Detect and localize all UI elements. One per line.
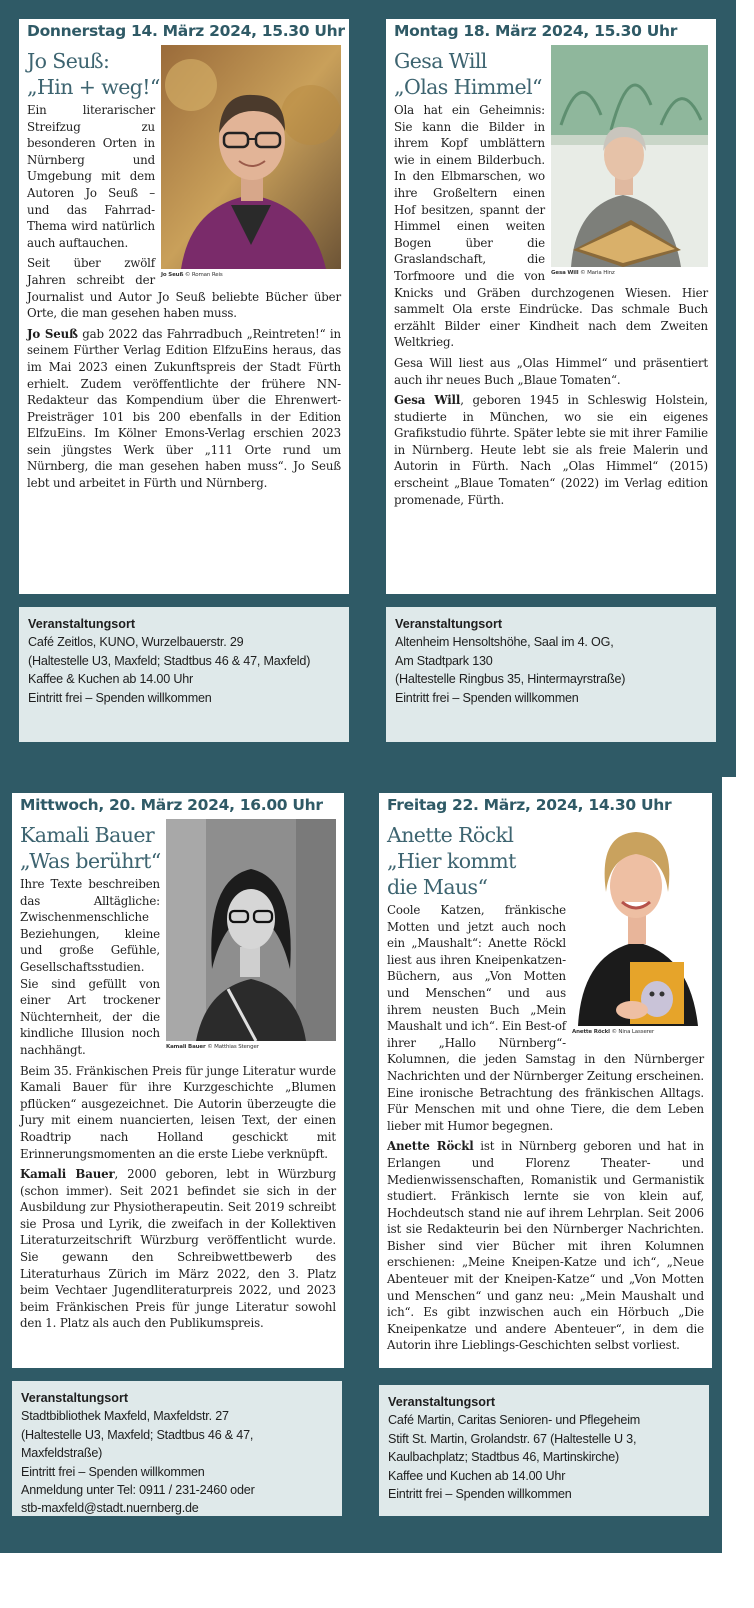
event-card-jo-seuss (19, 19, 349, 594)
event-paragraph: Gesa Will liest aus „Olas Himmel“ und präsentiert auch ihr neues Buch „Blaue Tomaten“. (394, 355, 708, 387)
event-body (379, 902, 712, 1354)
photo-image (572, 814, 704, 1026)
venue-heading: Veranstaltungsort (21, 1391, 129, 1405)
title-line: Jo Seuß: (27, 49, 110, 73)
event-paragraph: Ola hat ein Geheimnis: Sie kann die Bilder in ihrem Kopf umblättern wie in einem Bilderbuch. In den Elbmarschen, wo ihre Großeltern einen Hof besitzen, spannt der Himmel einen weiten Bogen über die Graslandschaft, die Torfmoore und die von Knicks und Gräben durchzogenen Wiesen. Hier sammelt Ola erste Eindrücke. Das schmale Buch erzählt Bilder einer Kindheit nach dem Zweiten Weltkrieg. (394, 103, 708, 350)
venue-box-gesa-will (386, 607, 716, 742)
author-name-bold: Gesa Will (394, 393, 461, 408)
venue-email: stb-maxfeld@stadt.nuernberg.de (21, 1501, 199, 1516)
venue-line: Kaffee & Kuchen ab 14.00 Uhr (28, 672, 194, 687)
author-photo (166, 819, 336, 1051)
venue-line: Eintritt frei – Spenden willkommen (395, 690, 579, 705)
title-line: Gesa Will (394, 49, 487, 73)
author-photo (551, 45, 708, 277)
venue-line: Am Stadtpark 130 (395, 653, 493, 668)
event-paragraph: Ein literarischer Streifzug zu besonderen Orten in Nürnberg und Umgebung mit dem Autoren Jo Seuß – und das Fahrrad-Thema wird natürlich auch auftauchen. (27, 103, 155, 250)
event-paragraph: Seit über zwölf Jahren schreibt der Journalist und Autor Jo Seuß beliebte Bücher über Orte, die man gesehen haben muss. (27, 256, 341, 321)
photo-credit: Jo Seuß © Roman Reis (161, 272, 223, 278)
event-body (12, 876, 344, 1332)
venue-line: Eintritt frei – Spenden willkommen (21, 1464, 205, 1479)
photo-image (551, 45, 708, 267)
event-paragraph: Kamali Bauer, 2000 geboren, lebt in Würzburg (schon immer). Seit 2021 befindet sie sich in der Ausbildung zur Physiotherapeutin. Seit 2019 schreibt sie Prosa und Lyrik, die zweifach in der Kollektiven Literaturzeitschrift Würzburg veröffentlicht wurde. Sie gewann den Schreibwettbewerb des Literaturhaus Zürich im März 2022, den 3. Platz beim Vechtaer Jugendliteraturpreis 2022, und 2023 beim Fränkischen Preis für junge Literatur sowohl den 1. Platz als auch den Publikumspreis. (20, 1167, 336, 1331)
venue-box-kamali-bauer (12, 1381, 342, 1516)
event-paragraph: Anette Röckl ist in Nürnberg geboren und hat in Erlangen und Florenz Theater- und Medienwissenschaften, Romanistik und Germanistik studiert. Fränkisch lernte sie von klein auf, Hochdeutsch stand nie auf ihrem Lehrplan. Seit 2006 ist sie Redakteurin bei den Nürnberger Nachrichten. Bisher sind vier Bücher mit ihren Kolumnen erschienen: „Meine Kneipen-Katze und ich“, „Neue Abenteuer mit der Kneipen-Katze“ und „Von Motten und Menschen“ und ganz neu: „Mein Maushalt und ich“. Es gibt inzwischen auch ein Hörbuch „Die Kneipenkatze und andere Abenteuer“, in dem die Autorin ihre Lieblings-Geschichten selbst vorliest. (387, 1139, 704, 1353)
title-line: Anette Röckl (387, 823, 514, 847)
event-date: Freitag 22. März, 2024, 14.30 Uhr (387, 796, 672, 814)
venue-line: Kaffee und Kuchen ab 14.00 Uhr (388, 1468, 566, 1483)
photo-jo-seuss (161, 45, 341, 269)
event-paragraph: Ihre Texte beschreiben das Alltägliche: Zwischenmenschliche Beziehungen, kleine und große Gefühle, Gesellschaftsstudien. Sie sind gefüllt von einer Art trockener Nüchternheit, der die kindliche Illusion noch nachhängt. (20, 877, 160, 1057)
venue-heading: Veranstaltungsort (395, 617, 503, 631)
venue-line: (Haltestelle U3, Maxfeld; Stadtbus 46 & 47, (21, 1427, 254, 1442)
title-line: die Maus“ (387, 875, 488, 899)
photo-anette-roeckl (572, 814, 704, 1026)
title-line: „Hier kommt (387, 849, 516, 873)
author-photo (572, 814, 704, 1036)
title-line: „Hin + weg!“ (27, 75, 160, 99)
photo-gesa-will (551, 45, 708, 267)
venue-line: Stift St. Martin, Grolandstr. 67 (Haltestelle U 3, (388, 1431, 637, 1446)
event-paragraph: Gesa Will, geboren 1945 in Schleswig Holstein, studierte in München, wo sie ein eigenes Grafikstudio führte. Später lebte sie mit ihrer Familie in Nürnberg. Heute lebt sie als freie Malerin und Autorin in Fürth. Nach „Olas Himmel“ (2015) erscheint „Blaue Tomaten“ (2022) im Verlag edition promenade, Fürth. (394, 393, 708, 507)
photo-image (161, 45, 341, 269)
venue-box-jo-seuss (19, 607, 349, 742)
venue-line: Café Zeitlos, KUNO, Wurzelbauerstr. 29 (28, 635, 244, 650)
title-line: „Was berührt“ (20, 849, 161, 873)
event-paragraph: Coole Katzen, fränkische Motten und jetzt auch noch ein „Maushalt“: Anette Röckl liest aus ihren Kneipenkatzen-Büchern, aus „Von Motten und Menschen“ und aus ihrem neusten Buch „Mein Maushalt und ich“. Ein Best-of ihrer „Hallo Nürnberg“-Kolumnen, die jeden Samstag in den Nürnberger Nachrichten und der Nürnberger Zeitung erscheinen. Eine ironische Betrachtung des fränkischen Alltags. Für Menschen mit und ohne Tiere, die dem Leben lieber mit Humor begegnen. (387, 903, 704, 1133)
venue-line: (Haltestelle Ringbus 35, Hintermayrstraße) (395, 672, 626, 687)
photo-credit: Anette Röckl © Nina Lasserer (572, 1029, 655, 1035)
event-paragraph: Beim 35. Fränkischen Preis für junge Literatur wurde Kamali Bauer für ihre Kurzgeschichte „Blumen pflücken“ ausgezeichnet. Die Autorin überzeugte die Jury mit einem nuancierten, leisen Text, der einen Roadtrip nach Holland geschickt mit Erinnerungsmomenten an die erste Liebe verknüpft. (20, 1063, 336, 1161)
event-date: Mittwoch, 20. März 2024, 16.00 Uhr (20, 796, 323, 814)
event-card-anette-roeckl (379, 793, 712, 1368)
title-line: „Olas Himmel“ (394, 75, 542, 99)
event-card-kamali-bauer (12, 793, 344, 1368)
photo-credit: Kamali Bauer © Matthias Stenger (166, 1044, 259, 1050)
author-name-bold: Jo Seuß (27, 326, 78, 341)
venue-line: (Haltestelle U3, Maxfeld; Stadtbus 46 & 47, Maxfeld) (28, 653, 311, 668)
photo-kamali-bauer (166, 819, 336, 1041)
author-photo (161, 45, 341, 279)
venue-line: Eintritt frei – Spenden willkommen (388, 1487, 572, 1502)
venue-line: Kaulbachplatz; Stadtbus 46, Martinskirche) (388, 1450, 620, 1465)
venue-line: Café Martin, Caritas Senioren- und Pflegeheim (388, 1413, 641, 1428)
event-date: Donnerstag 14. März 2024, 15.30 Uhr (27, 22, 345, 40)
venue-heading: Veranstaltungsort (388, 1395, 496, 1409)
author-name-bold: Anette Röckl (387, 1139, 474, 1154)
venue-line: Anmeldung unter Tel: 0911 / 231-2460 oder (21, 1483, 255, 1498)
author-name-bold: Kamali Bauer (20, 1167, 115, 1182)
event-body (386, 102, 716, 508)
venue-line: Stadtbibliothek Maxfeld, Maxfeldstr. 27 (21, 1409, 229, 1424)
venue-line: Maxfeldstraße) (21, 1446, 103, 1461)
photo-credit: Gesa Will © Maria Hinz (551, 270, 615, 276)
photo-image (166, 819, 336, 1041)
venue-box-anette-roeckl (379, 1385, 709, 1516)
event-card-gesa-will (386, 19, 716, 594)
venue-heading: Veranstaltungsort (28, 617, 136, 631)
title-line: Kamali Bauer (20, 823, 155, 847)
event-date: Montag 18. März 2024, 15.30 Uhr (394, 22, 678, 40)
event-body (19, 102, 349, 492)
venue-line: Altenheim Hensoltshöhe, Saal im 4. OG, (395, 635, 614, 650)
event-paragraph: Jo Seuß gab 2022 das Fahrradbuch „Reintreten!“ in seinem Fürther Verlag Edition ElfzuEins heraus, das im Mai 2023 einen Zukunftspreis der Stadt Fürth erhielt. Zudem veröffentlichte der frühere NN-Redakteur das Kompendium über die Ehrenwert-Preisträger 101 bis 200 ebenfalls in der Edition ElfzuEins. Im Kölner Emons-Verlag erschien 2023 sein jüngstes Werk über „111 Orte rund um Nürnberg, die man gesehen haben muss“. Jo Seuß lebt und arbeitet in Fürth und Nürnberg. (27, 326, 341, 491)
venue-line: Eintritt frei – Spenden willkommen (28, 690, 212, 705)
